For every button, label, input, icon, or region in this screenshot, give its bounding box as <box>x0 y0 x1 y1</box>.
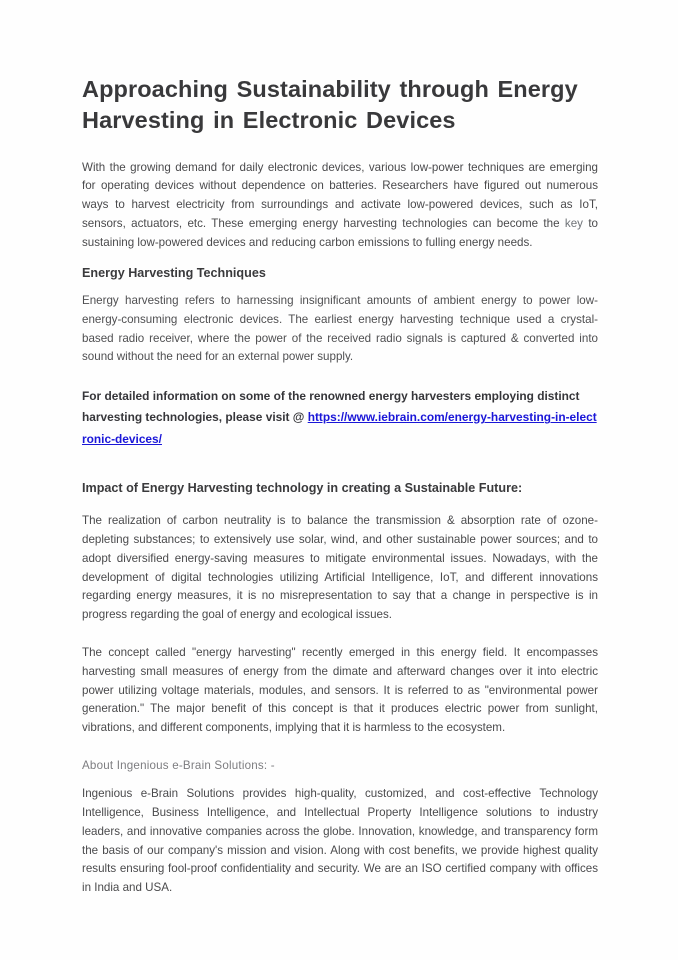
intro-paragraph <box>82 159 598 253</box>
section-heading-impact: Impact of Energy Harvesting technology in creating a Sustainable Future: <box>82 480 523 495</box>
about-body: Ingenious e-Brain Solutions provides high-quality, customized, and cost-effective Technology Intelligence, Business Intelligence, and Intellectual Property Intelligence solutions to industry leaders, and innovative companies across the globe. Innovation, knowledge, and transparency form the basis of our company's mission and vision. Along with cost benefits, we provide highest quality results ensuring fool-proof confidentiality and security. We are an ISO certified company with offices in India and USA. <box>82 787 598 895</box>
page-title: Approaching Sustainability through Energy Harvesting in Electronic Devices <box>82 76 578 134</box>
section-heading-about: About Ingenious e-Brain Solutions: - <box>82 758 275 772</box>
cta-text: For detailed information on some of the renowned energy harvesters employing distinct harvesting technologies, please visit @ <box>82 389 580 425</box>
document-content <box>82 74 598 911</box>
energy-harvesting-article-link[interactable]: https://www.iebrain.com/energy-harvesting-in-electronic-devices/ <box>82 410 597 446</box>
section-heading-energy-harvesting-techniques: Energy Harvesting Techniques <box>82 266 266 281</box>
impact-paragraph-two: The concept called "energy harvesting" recently emerged in this energy field. It encompasses harvesting small measures of energy from the dimate and afterward changes over it into electric power utilizing voltage materials, modules, and sensors. It is referred to as "environmental power generation." The major benefit of this concept is that it produces electric power from sunlight, vibrations, and different components, implying that it is harmless to the ecosystem. <box>82 646 598 735</box>
intro-paragraph-text-after: to sustaining low-powered devices and reducing carbon emissions to fulling energy needs. <box>82 216 599 249</box>
intro-paragraph-highlight: key <box>564 216 583 230</box>
spacer <box>82 458 598 480</box>
section-body-energy-harvesting-techniques: Energy harvesting refers to harnessing insignificant amounts of ambient energy to power low-energy-consuming electronic devices. The earliest energy harvesting technique used a crystal-based radio receiver, where the power of the received radio signals is captured & converted into sound without the need for an external power supply. <box>82 294 598 364</box>
impact-paragraph-one: The realization of carbon neutrality is to balance the transmission & absorption rate of ozone-depleting substances; to extensively use solar, wind, and other sustainable power sources; and to adopt diversified energy-saving measures to mitigate environmental issues. Nowadays, with the development of digital technologies utilizing Artificial Intelligence, IoT, and different innovations regarding energy measures, it is no misrepresentation to say that a change in perspective is in progress regarding the goal of energy and ecological issues. <box>82 514 598 622</box>
intro-paragraph-text-before: With the growing demand for daily electronic devices, various low-power techniques are emerging for operating devices without dependence on batteries. Researchers have figured out numerous ways to harvest electricity from surroundings and activate low-powered devices, such as IoT, sensors, actuators, etc. These emerging energy harvesting technologies can become the <box>82 160 598 230</box>
cta-paragraph <box>82 386 598 450</box>
